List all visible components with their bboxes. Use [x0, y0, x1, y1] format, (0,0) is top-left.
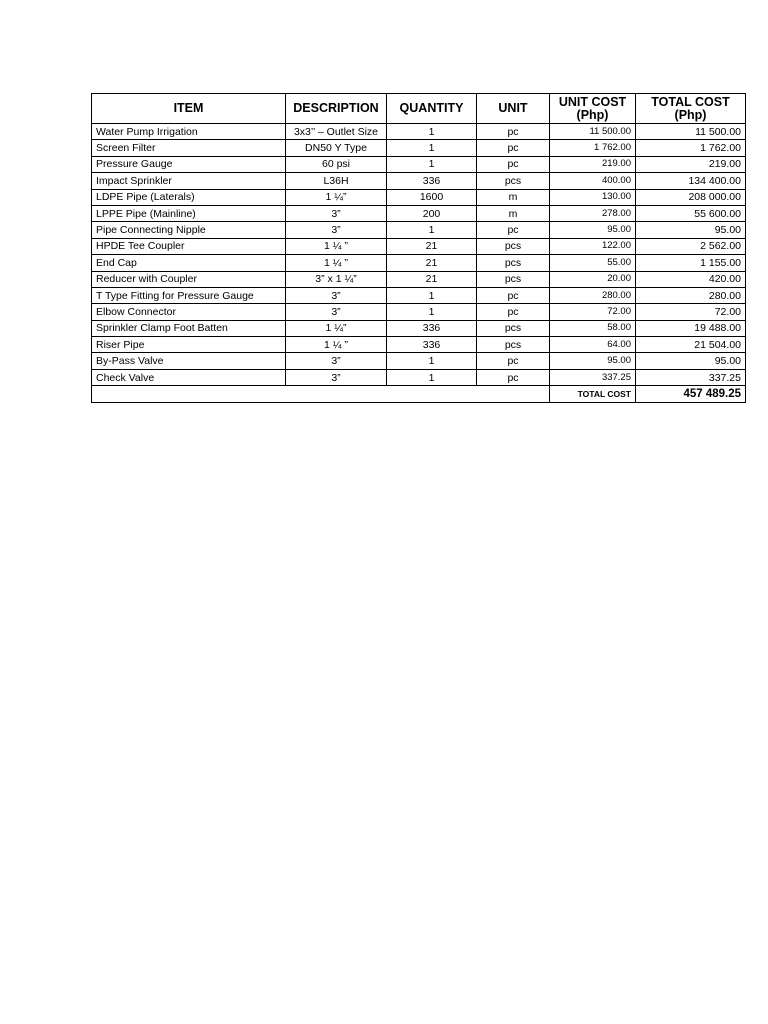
cell-quantity: 21 [387, 255, 477, 271]
cell-item: End Cap [92, 255, 286, 271]
cell-item: T Type Fitting for Pressure Gauge [92, 287, 286, 303]
cell-unit-cost: 95.00 [550, 222, 636, 238]
cell-total-cost: 21 504.00 [636, 337, 746, 353]
cell-quantity: 1 [387, 124, 477, 140]
header-unit-cost [550, 94, 636, 124]
cell-total-cost: 208 000.00 [636, 189, 746, 205]
cell-quantity: 1 [387, 222, 477, 238]
table-row [92, 124, 746, 140]
cell-unit-cost: 130.00 [550, 189, 636, 205]
table-row [92, 255, 746, 271]
cell-quantity: 21 [387, 271, 477, 287]
cell-total-cost: 11 500.00 [636, 124, 746, 140]
cell-unit-cost: 55.00 [550, 255, 636, 271]
header-item: ITEM [92, 94, 286, 124]
table-row [92, 320, 746, 336]
cell-description: 3” [286, 353, 387, 369]
cell-unit: pcs [477, 238, 550, 254]
cell-total-cost: 55 600.00 [636, 205, 746, 221]
cell-total-cost: 219.00 [636, 156, 746, 172]
cell-unit: pc [477, 124, 550, 140]
table-row [92, 304, 746, 320]
cell-item: Screen Filter [92, 140, 286, 156]
cell-unit: pcs [477, 320, 550, 336]
cell-quantity: 1 [387, 369, 477, 385]
cell-unit: pc [477, 222, 550, 238]
cell-total-cost: 19 488.00 [636, 320, 746, 336]
table-row [92, 156, 746, 172]
cell-total-cost: 1 155.00 [636, 255, 746, 271]
cell-unit-cost: 400.00 [550, 173, 636, 189]
cell-quantity: 336 [387, 320, 477, 336]
table-row [92, 140, 746, 156]
cell-unit-cost: 64.00 [550, 337, 636, 353]
table-row [92, 173, 746, 189]
cell-unit-cost: 58.00 [550, 320, 636, 336]
cell-description: 3” x 1 ¼” [286, 271, 387, 287]
header-unit-cost-line1: UNIT COST [558, 94, 627, 109]
cell-description: 3” [286, 222, 387, 238]
cell-quantity: 200 [387, 205, 477, 221]
cell-item: Reducer with Coupler [92, 271, 286, 287]
cell-description: L36H [286, 173, 387, 189]
cell-unit: pc [477, 304, 550, 320]
cell-unit: m [477, 189, 550, 205]
cell-quantity: 1 [387, 353, 477, 369]
cell-quantity: 1 [387, 140, 477, 156]
cell-item: Pipe Connecting Nipple [92, 222, 286, 238]
cell-description: 1 ¼ ” [286, 238, 387, 254]
cell-item: HPDE Tee Coupler [92, 238, 286, 254]
cell-item: LDPE Pipe (Laterals) [92, 189, 286, 205]
cell-total-cost: 280.00 [636, 287, 746, 303]
total-cost-value: 457 489.25 [636, 386, 746, 402]
cell-description: 3” [286, 205, 387, 221]
cell-unit-cost: 11 500.00 [550, 124, 636, 140]
cell-item: Sprinkler Clamp Foot Batten [92, 320, 286, 336]
cell-unit-cost: 219.00 [550, 156, 636, 172]
cell-unit-cost: 337.25 [550, 369, 636, 385]
cell-unit-cost: 95.00 [550, 353, 636, 369]
cell-description: 1 ¼” [286, 320, 387, 336]
header-unit-cost-line2: (Php) [576, 107, 609, 122]
cell-item: Impact Sprinkler [92, 173, 286, 189]
cell-description: 3” [286, 369, 387, 385]
table-row [92, 287, 746, 303]
cell-total-cost: 72.00 [636, 304, 746, 320]
cell-description: 1 ¼ ” [286, 255, 387, 271]
cell-quantity: 336 [387, 337, 477, 353]
header-row [92, 94, 746, 124]
cell-item: Elbow Connector [92, 304, 286, 320]
table-row [92, 205, 746, 221]
cell-item: Pressure Gauge [92, 156, 286, 172]
cell-unit: m [477, 205, 550, 221]
cell-unit-cost: 72.00 [550, 304, 636, 320]
cell-unit: pcs [477, 337, 550, 353]
total-cost-label: TOTAL COST [550, 386, 636, 402]
header-total-cost [636, 94, 746, 124]
cell-item: Check Valve [92, 369, 286, 385]
cell-quantity: 1600 [387, 189, 477, 205]
cell-item: Riser Pipe [92, 337, 286, 353]
cell-unit: pcs [477, 173, 550, 189]
header-quantity: QUANTITY [387, 94, 477, 124]
header-total-cost-line1: TOTAL COST [651, 94, 730, 109]
cell-unit: pc [477, 140, 550, 156]
cell-item: By-Pass Valve [92, 353, 286, 369]
cell-quantity: 21 [387, 238, 477, 254]
cell-description: 3” [286, 304, 387, 320]
cell-quantity: 1 [387, 287, 477, 303]
cell-description: 1 ¼” [286, 189, 387, 205]
cell-unit: pc [477, 353, 550, 369]
cell-unit-cost: 278.00 [550, 205, 636, 221]
total-row [92, 386, 746, 402]
cell-description: DN50 Y Type [286, 140, 387, 156]
table-row [92, 353, 746, 369]
cell-unit: pcs [477, 255, 550, 271]
cell-description: 60 psi [286, 156, 387, 172]
cell-quantity: 1 [387, 304, 477, 320]
cell-unit: pc [477, 287, 550, 303]
header-total-cost-line2: (Php) [674, 107, 707, 122]
cell-unit: pc [477, 369, 550, 385]
cell-description: 3” [286, 287, 387, 303]
cell-unit: pc [477, 156, 550, 172]
cell-item: Water Pump Irrigation [92, 124, 286, 140]
cell-item: LPPE Pipe (Mainline) [92, 205, 286, 221]
cell-total-cost: 95.00 [636, 222, 746, 238]
cell-total-cost: 2 562.00 [636, 238, 746, 254]
table-body [92, 124, 746, 403]
header-unit: UNIT [477, 94, 550, 124]
cell-description: 1 ¼ ” [286, 337, 387, 353]
total-row-spacer [92, 386, 550, 402]
cell-quantity: 1 [387, 156, 477, 172]
cell-total-cost: 337.25 [636, 369, 746, 385]
table-row [92, 238, 746, 254]
cell-total-cost: 1 762.00 [636, 140, 746, 156]
table-row [92, 189, 746, 205]
table-row [92, 271, 746, 287]
cell-unit-cost: 280.00 [550, 287, 636, 303]
cell-total-cost: 95.00 [636, 353, 746, 369]
cell-unit: pcs [477, 271, 550, 287]
cell-unit-cost: 1 762.00 [550, 140, 636, 156]
cell-unit-cost: 122.00 [550, 238, 636, 254]
table-row [92, 337, 746, 353]
cell-quantity: 336 [387, 173, 477, 189]
cell-description: 3x3’’ – Outlet Size [286, 124, 387, 140]
cell-total-cost: 420.00 [636, 271, 746, 287]
cost-table [91, 93, 746, 403]
header-description: DESCRIPTION [286, 94, 387, 124]
cell-unit-cost: 20.00 [550, 271, 636, 287]
cell-total-cost: 134 400.00 [636, 173, 746, 189]
table-row [92, 222, 746, 238]
table-row [92, 369, 746, 385]
